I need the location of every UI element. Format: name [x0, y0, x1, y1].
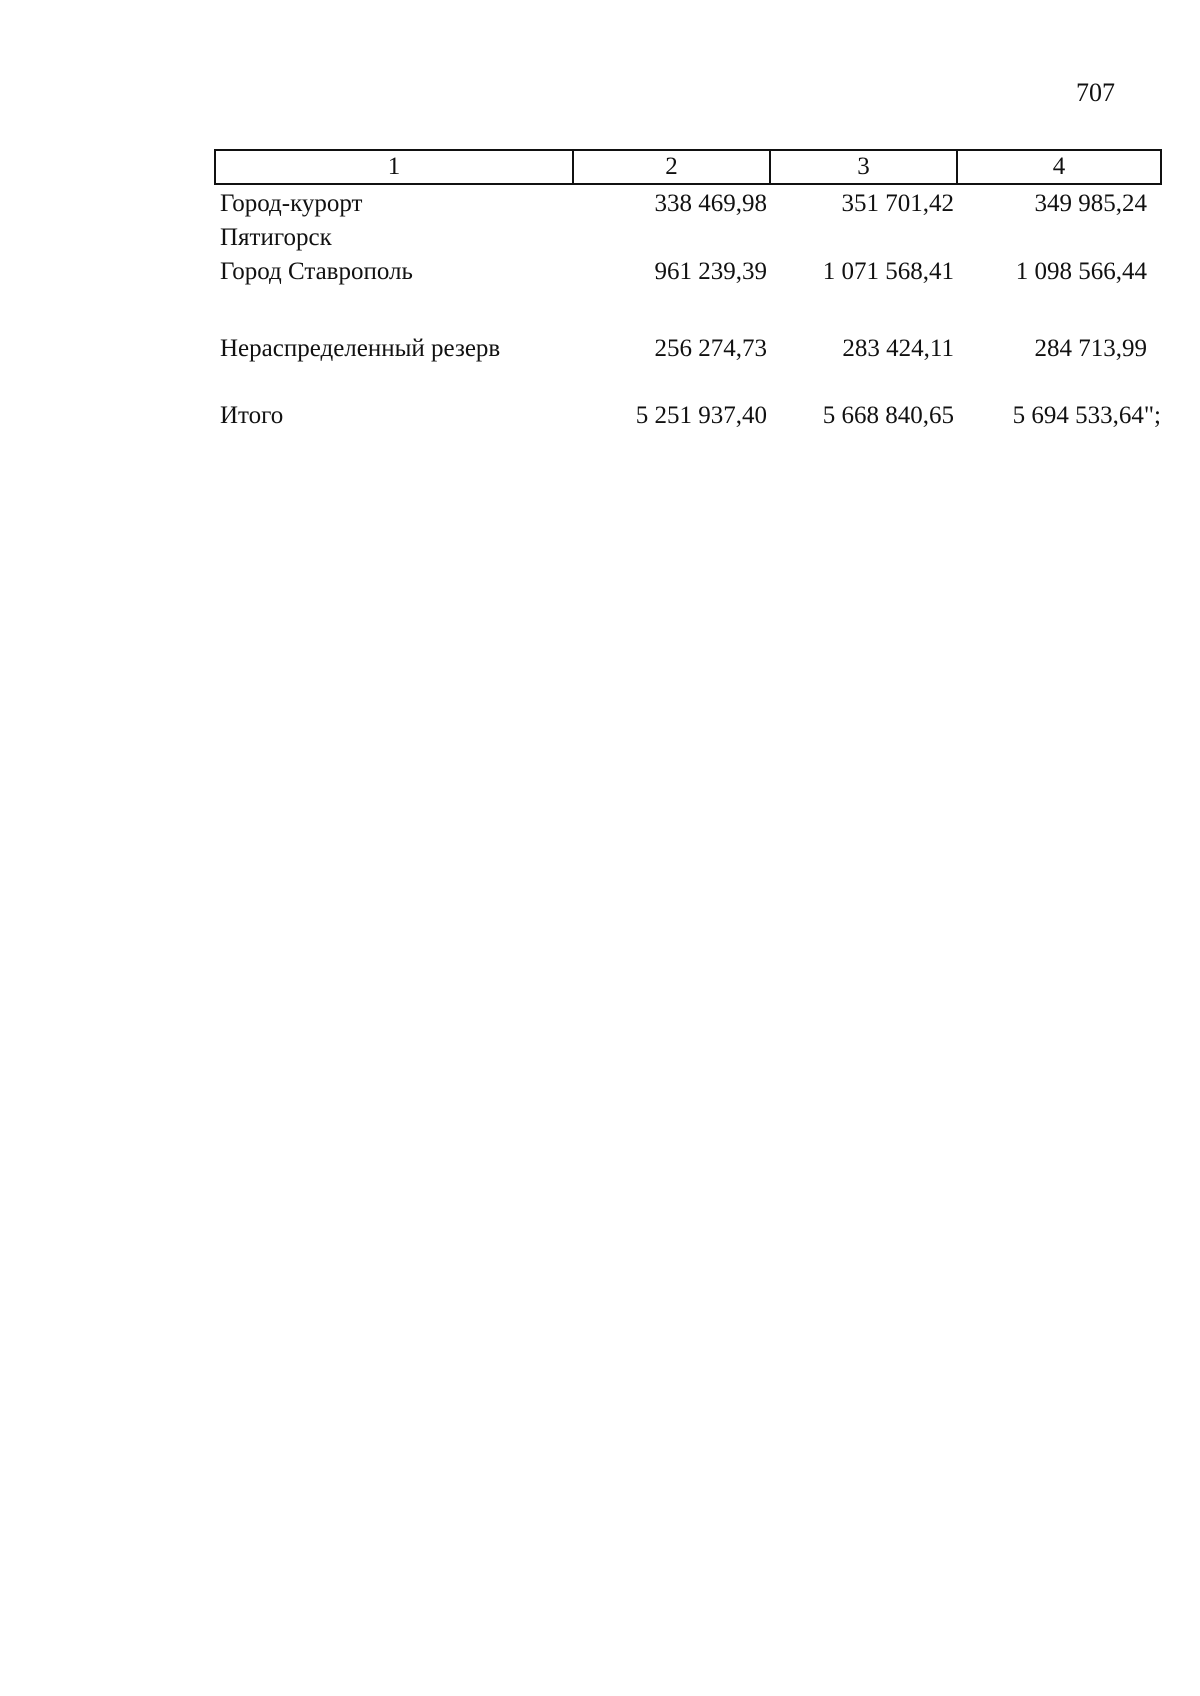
row-value-col4: 284 713,99 [1034, 335, 1147, 362]
total-value-col3: 5 668 840,65 [822, 402, 954, 429]
row-value-col4: 1 098 566,44 [1015, 258, 1147, 285]
row-value-col3: 283 424,11 [842, 335, 954, 362]
table-body [215, 184, 1161, 439]
row-name: Город-курорт Пятигорск [220, 190, 363, 251]
row-value-col2: 961 239,39 [654, 258, 767, 285]
table-header [215, 150, 1161, 184]
row-value-col2: 256 274,73 [654, 335, 767, 362]
budget-table [214, 149, 1162, 439]
header-row [215, 150, 1161, 184]
column-header-1: 1 [215, 150, 573, 184]
column-header-4: 4 [957, 150, 1161, 184]
total-value-col2: 5 251 937,40 [635, 402, 767, 429]
row-value-col3: 351 701,42 [841, 190, 954, 217]
table-row [215, 255, 1161, 323]
column-header-2: 2 [573, 150, 770, 184]
total-label: Итого [220, 402, 284, 429]
row-name: Город Ставрополь [220, 258, 413, 285]
table-row [215, 184, 1161, 255]
page-number: 707 [1076, 78, 1115, 107]
row-value-col4: 349 985,24 [1034, 190, 1147, 217]
total-value-col4: 5 694 533,64"; [1012, 402, 1161, 429]
row-name: Нераспределенный резерв [220, 335, 501, 362]
row-value-col2: 338 469,98 [654, 190, 767, 217]
column-header-3: 3 [770, 150, 957, 184]
total-row [215, 394, 1161, 439]
table-row [215, 323, 1161, 394]
row-value-col3: 1 071 568,41 [822, 258, 954, 285]
